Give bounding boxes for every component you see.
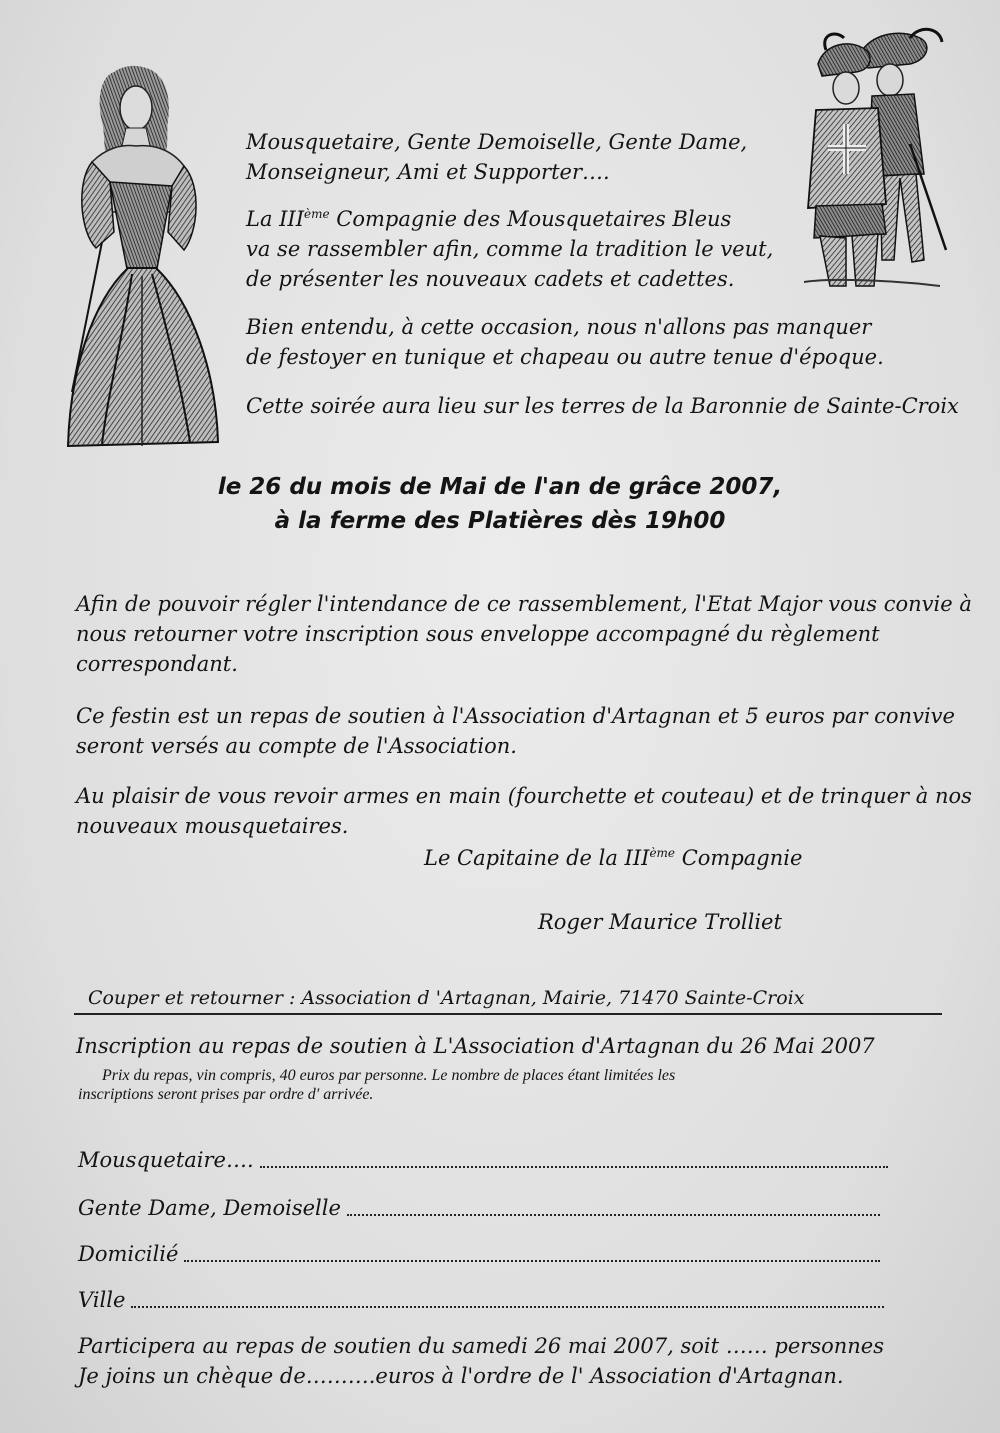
cadets-line: de présenter les nouveaux cadets et cadettes.: [246, 267, 735, 291]
cheque-line[interactable]: Je joins un chèque de……….euros à l'ordre de l' Association d'Artagnan.: [78, 1364, 844, 1388]
body-p2-line-1: Ce festin est un repas de soutien à l'Association d'Artagnan et 5 euros par convive: [76, 704, 955, 728]
company-superscript: ème: [304, 207, 330, 221]
body-p2-line-2: seront versés au compte de l'Association.: [76, 734, 517, 758]
event-place: à la ferme des Platières dès 19h00: [274, 508, 726, 534]
captain-name: Roger Maurice Trolliet: [538, 910, 782, 934]
musketeers-illustration: [790, 24, 950, 294]
captain-title-superscript: ème: [649, 846, 676, 860]
form-heading: Inscription au repas de soutien à L'Association d'Artagnan du 26 Mai 2007: [76, 1034, 875, 1058]
venue-line: Cette soirée aura lieu sur les terres de la Baronnie de Sainte-Croix: [246, 394, 959, 418]
musketeer-label: Mousquetaire….: [78, 1148, 254, 1172]
captain-title: [424, 844, 802, 872]
cut-line: [74, 1013, 942, 1015]
domicile-dotted-line[interactable]: [184, 1259, 880, 1262]
body-p1-line-2: nous retourner votre inscription sous enveloppe accompagné du règlement: [76, 622, 880, 646]
price-note-line-1: Prix du repas, vin compris, 40 euros par personne. Le nombre de places étant limitées les: [102, 1067, 676, 1084]
city-dotted-line[interactable]: [131, 1305, 884, 1308]
gathering-line: va se rassembler afin, comme la tradition le veut,: [246, 237, 774, 261]
greeting-line-1: Mousquetaire, Gente Demoiselle, Gente Dame,: [246, 130, 748, 154]
event-date: le 26 du mois de Mai de l'an de grâce 2007,: [217, 474, 783, 500]
lady-field[interactable]: [78, 1194, 880, 1222]
lady-illustration: [62, 62, 222, 454]
body-p3-line-1: Au plaisir de vous revoir armes en main (fourchette et couteau) et de trinquer à nos: [76, 784, 972, 808]
body-p1-line-3: correspondant.: [76, 652, 238, 676]
feast-line-2: de festoyer en tunique et chapeau ou autre tenue d'époque.: [246, 345, 884, 369]
captain-title-suffix: Compagnie: [675, 846, 803, 870]
domicile-field[interactable]: [78, 1240, 880, 1268]
body-p3-line-2: nouveaux mousquetaires.: [76, 814, 349, 838]
price-note-line-2: inscriptions seront prises par ordre d' arrivée.: [78, 1086, 374, 1103]
company-suffix: Compagnie des Mousquetaires Bleus: [329, 207, 732, 231]
cut-instructions: Couper et retourner : Association d 'Artagnan, Mairie, 71470 Sainte-Croix: [88, 987, 805, 1009]
body-p1-line-1: Afin de pouvoir régler l'intendance de ce rassemblement, l'Etat Major vous convie à: [76, 592, 972, 616]
musketeer-field[interactable]: [78, 1146, 888, 1174]
musketeer-dotted-line[interactable]: [260, 1165, 888, 1168]
greeting-line-2: Monseigneur, Ami et Supporter….: [246, 160, 610, 184]
city-label: Ville: [78, 1288, 126, 1312]
company-prefix: La III: [246, 207, 305, 231]
domicile-label: Domicilié: [78, 1242, 179, 1266]
captain-title-prefix: Le Capitaine de la III: [424, 846, 650, 870]
participation-line[interactable]: Participera au repas de soutien du samedi 26 mai 2007, soit …… personnes: [78, 1334, 884, 1358]
company-line: [246, 205, 731, 233]
lady-label: Gente Dame, Demoiselle: [78, 1196, 341, 1220]
lady-dotted-line[interactable]: [347, 1213, 880, 1216]
feast-line-1: Bien entendu, à cette occasion, nous n'allons pas manquer: [246, 315, 872, 339]
city-field[interactable]: [78, 1286, 884, 1314]
